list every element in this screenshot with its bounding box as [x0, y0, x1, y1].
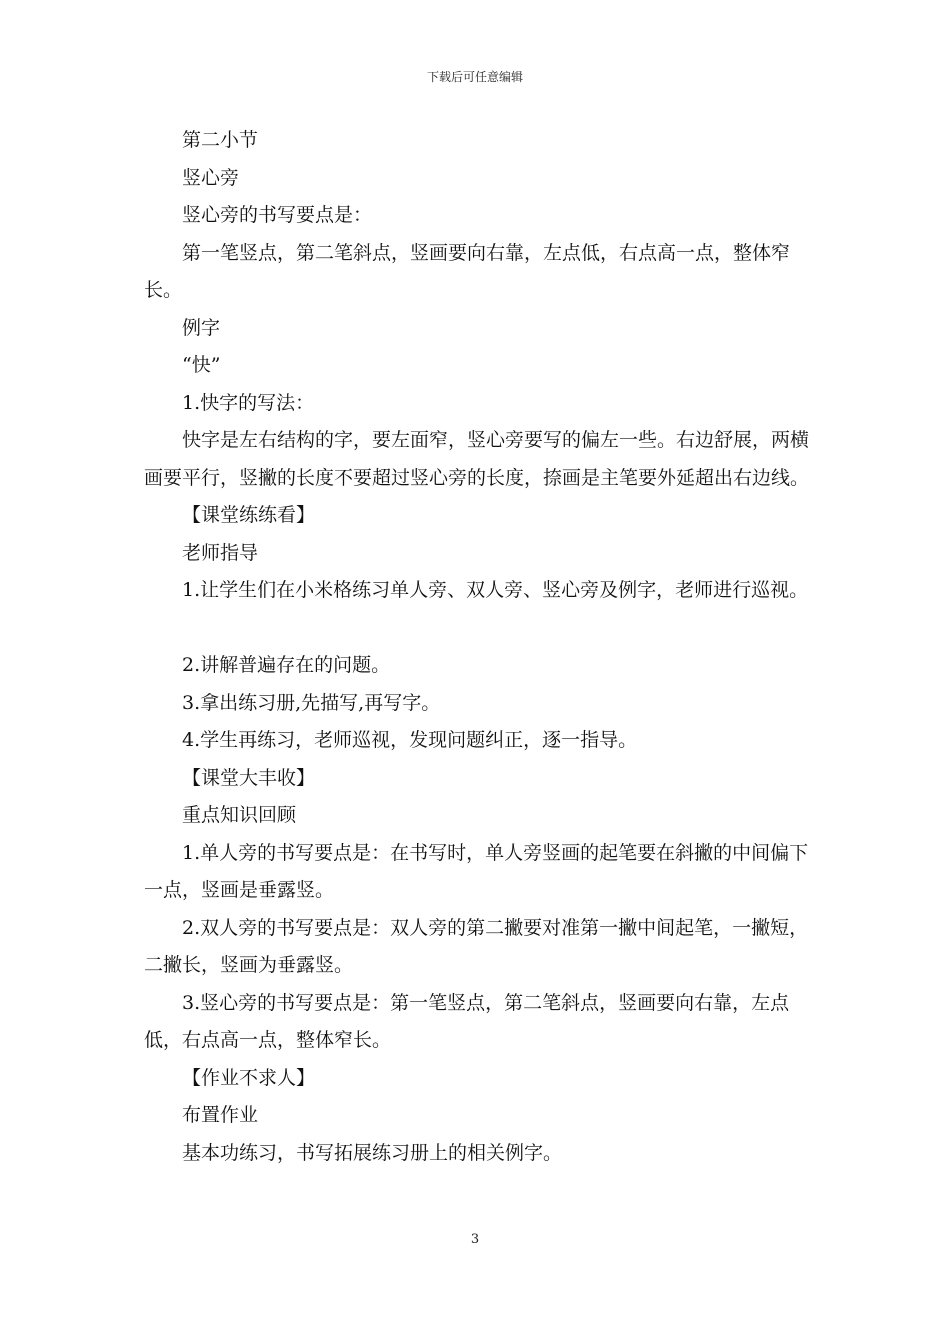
radical-points-heading: 竖心旁的书写要点是： [182, 204, 373, 226]
page-header: 下载后可任意编辑 [426, 70, 523, 84]
example-label: 例字 [182, 316, 221, 339]
guidance-item-3: 3.拿出练习册,先描写,再写字。 [182, 691, 441, 714]
page-number: 3 [470, 1232, 480, 1247]
example-character: “快” [182, 354, 221, 376]
document-body [144, 122, 820, 1172]
review-label: 重点知识回顾 [182, 804, 297, 826]
homework-text: 基本功练习，书写拓展练习册上的相关例字。 [182, 1141, 563, 1164]
review-item-1: 1.单人旁的书写要点是：在书写时，单人旁竖画的起笔要在斜撇的中间偏下一点，竖画是垂露竖。 [144, 841, 809, 901]
homework-section-heading: 【作业不求人】 [182, 1066, 316, 1089]
review-item-3: 3.竖心旁的书写要点是：第一笔竖点，第二笔斜点，竖画要向右靠，左点低，右点高一点，整体窄长。 [144, 991, 790, 1051]
guidance-item-4: 4.学生再练习，老师巡视，发现问题纠正，逐一指导。 [182, 729, 638, 751]
guidance-item-1: 1.让学生们在小米格练习单人旁、双人旁、竖心旁及例字，老师进行巡视。 [182, 579, 809, 601]
section-title: 第二小节 [182, 129, 259, 151]
writing-method-text: 快字是左右结构的字，要左面窄，竖心旁要写的偏左一些。右边舒展，两横画要平行，竖撇的长度不要超过竖心旁的长度，捺画是主笔要外延超出右边线。 [144, 429, 810, 489]
writing-method-heading: 1.快字的写法： [182, 391, 315, 414]
harvest-section-heading: 【课堂大丰收】 [182, 766, 316, 789]
guidance-item-2: 2.讲解普遍存在的问题。 [182, 654, 391, 676]
radical-title: 竖心旁 [182, 166, 240, 189]
assign-homework-label: 布置作业 [182, 1104, 259, 1126]
review-item-2: 2.双人旁的书写要点是：双人旁的第二撇要对准第一撇中间起笔，一撇短，二撇长，竖画为垂露竖。 [144, 916, 809, 976]
practice-section-heading: 【课堂练练看】 [182, 504, 316, 526]
blank-line [144, 610, 820, 648]
teacher-guidance-label: 老师指导 [182, 541, 259, 564]
radical-points-text: 第一笔竖点，第二笔斜点，竖画要向右靠，左点低，右点高一点，整体窄长。 [144, 241, 791, 301]
